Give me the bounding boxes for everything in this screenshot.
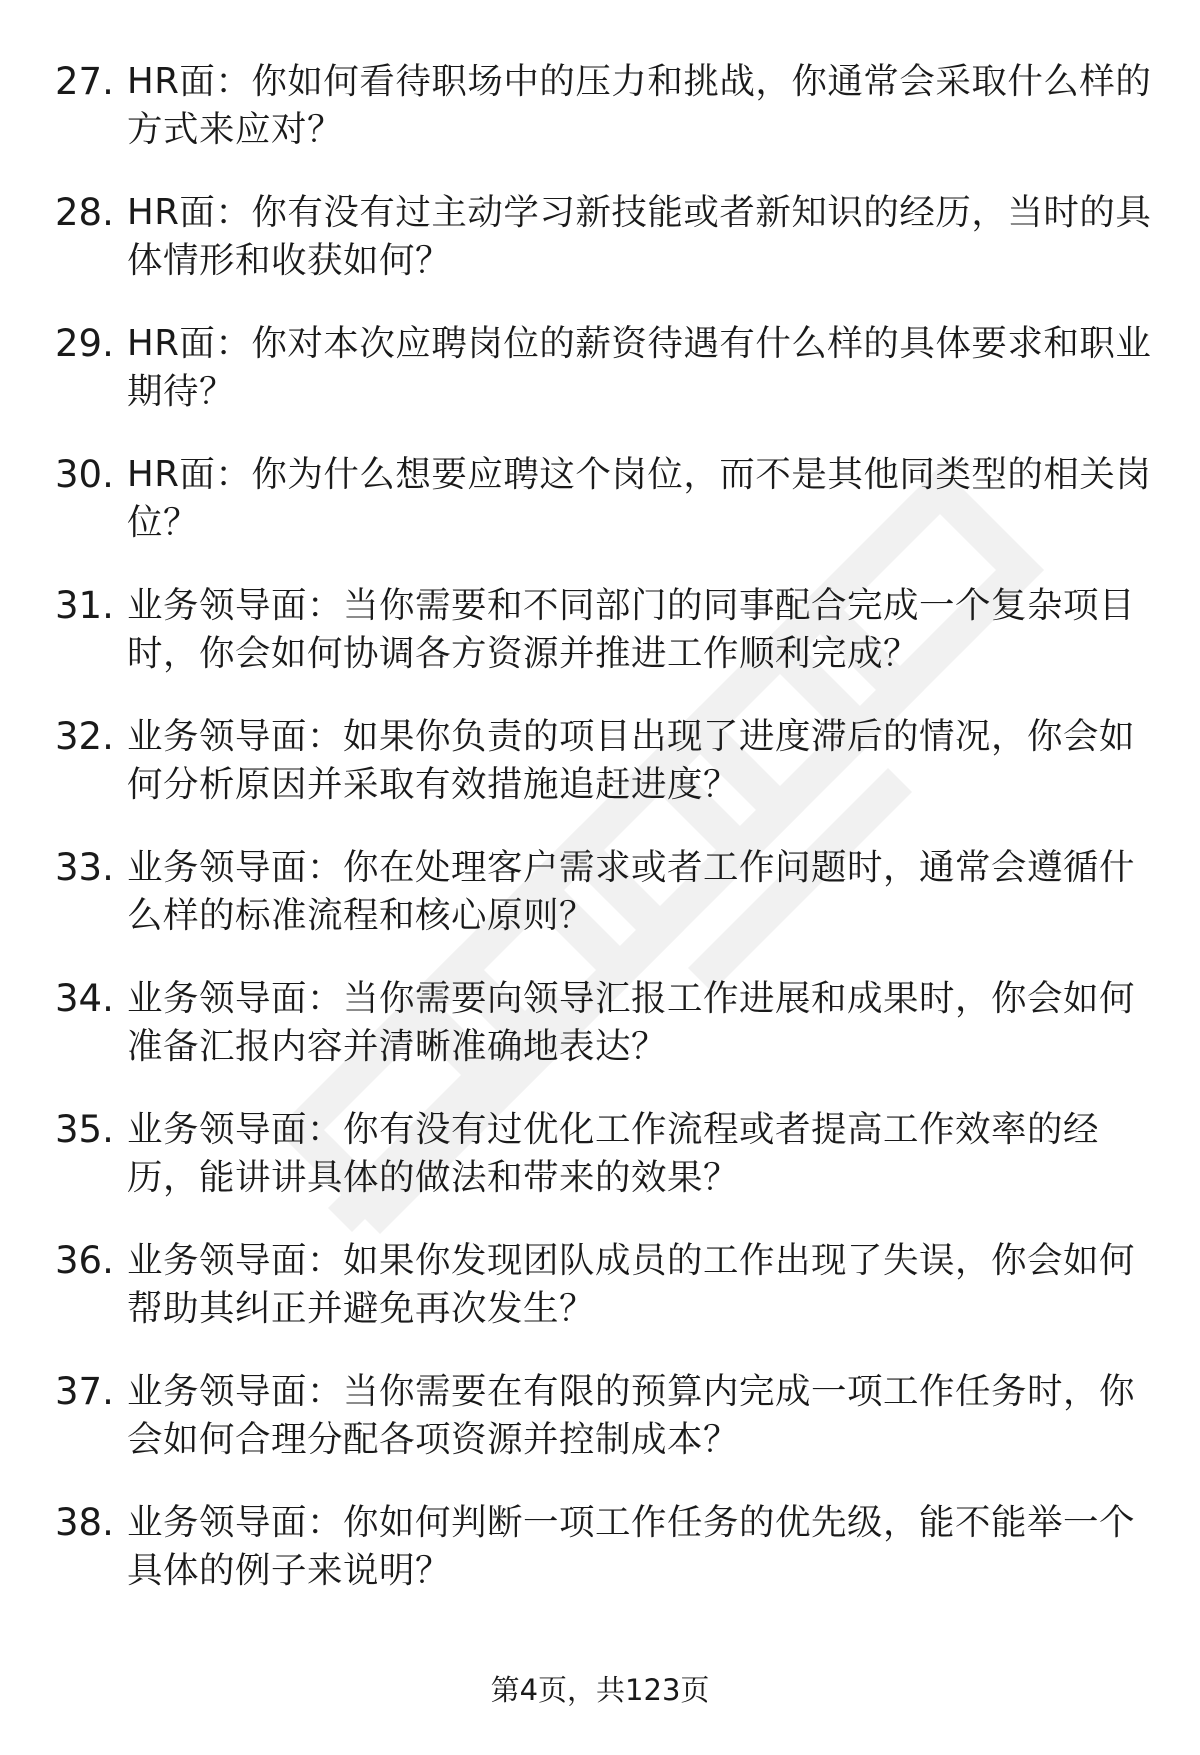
question-number: 33. bbox=[55, 846, 114, 889]
question-number: 38. bbox=[55, 1501, 114, 1544]
question-text: HR面：你对本次应聘岗位的薪资待遇有什么样的具体要求和职业期待？ bbox=[127, 323, 1152, 412]
question-text: 业务领导面：当你需要和不同部门的同事配合完成一个复杂项目时，你会如何协调各方资源并推进工作顺利完成？ bbox=[127, 585, 1136, 674]
question-text: HR面：你有没有过主动学习新技能或者新知识的经历，当时的具体情形和收获如何？ bbox=[127, 192, 1152, 281]
question-text: 业务领导面：你在处理客户需求或者工作问题时，通常会遵循什么样的标准流程和核心原则？ bbox=[127, 847, 1136, 936]
question-text: 业务领导面：如果你发现团队成员的工作出现了失误，你会如何帮助其纠正并避免再次发生？ bbox=[127, 1240, 1136, 1329]
question-text: HR面：你如何看待职场中的压力和挑战，你通常会采取什么样的方式来应对？ bbox=[127, 61, 1152, 150]
question-item bbox=[55, 189, 1155, 320]
question-text: 业务领导面：当你需要向领导汇报工作进展和成果时，你会如何准备汇报内容并清晰准确地表达？ bbox=[127, 978, 1136, 1067]
question-list bbox=[55, 58, 1155, 1630]
question-number: 36. bbox=[55, 1239, 114, 1282]
question-number: 35. bbox=[55, 1108, 114, 1151]
question-number: 37. bbox=[55, 1370, 114, 1413]
question-number: 28. bbox=[55, 191, 114, 234]
question-text: 业务领导面：你有没有过优化工作流程或者提高工作效率的经历，能讲讲具体的做法和带来的效果？ bbox=[127, 1109, 1100, 1198]
question-text: 业务领导面：你如何判断一项工作任务的优先级，能不能举一个具体的例子来说明？ bbox=[127, 1502, 1136, 1591]
question-item bbox=[55, 713, 1155, 844]
question-number: 30. bbox=[55, 453, 114, 496]
question-text: 业务领导面：当你需要在有限的预算内完成一项工作任务时，你会如何合理分配各项资源并控制成本？ bbox=[127, 1371, 1136, 1460]
question-number: 27. bbox=[55, 60, 114, 103]
question-item bbox=[55, 58, 1155, 189]
question-text: HR面：你为什么想要应聘这个岗位，而不是其他同类型的相关岗位？ bbox=[127, 454, 1152, 543]
question-item bbox=[55, 1368, 1155, 1499]
question-number: 32. bbox=[55, 715, 114, 758]
question-number: 29. bbox=[55, 322, 114, 365]
question-number: 34. bbox=[55, 977, 114, 1020]
question-item bbox=[55, 1106, 1155, 1237]
question-number: 31. bbox=[55, 584, 114, 627]
question-text: 业务领导面：如果你负责的项目出现了进度滞后的情况，你会如何分析原因并采取有效措施追赶进度？ bbox=[127, 716, 1136, 805]
question-item bbox=[55, 975, 1155, 1106]
question-item bbox=[55, 582, 1155, 713]
page-footer: 第4页，共123页 bbox=[490, 1673, 710, 1707]
question-item bbox=[55, 1237, 1155, 1368]
question-item bbox=[55, 1499, 1155, 1630]
question-item bbox=[55, 320, 1155, 451]
question-item bbox=[55, 451, 1155, 582]
question-item bbox=[55, 844, 1155, 975]
